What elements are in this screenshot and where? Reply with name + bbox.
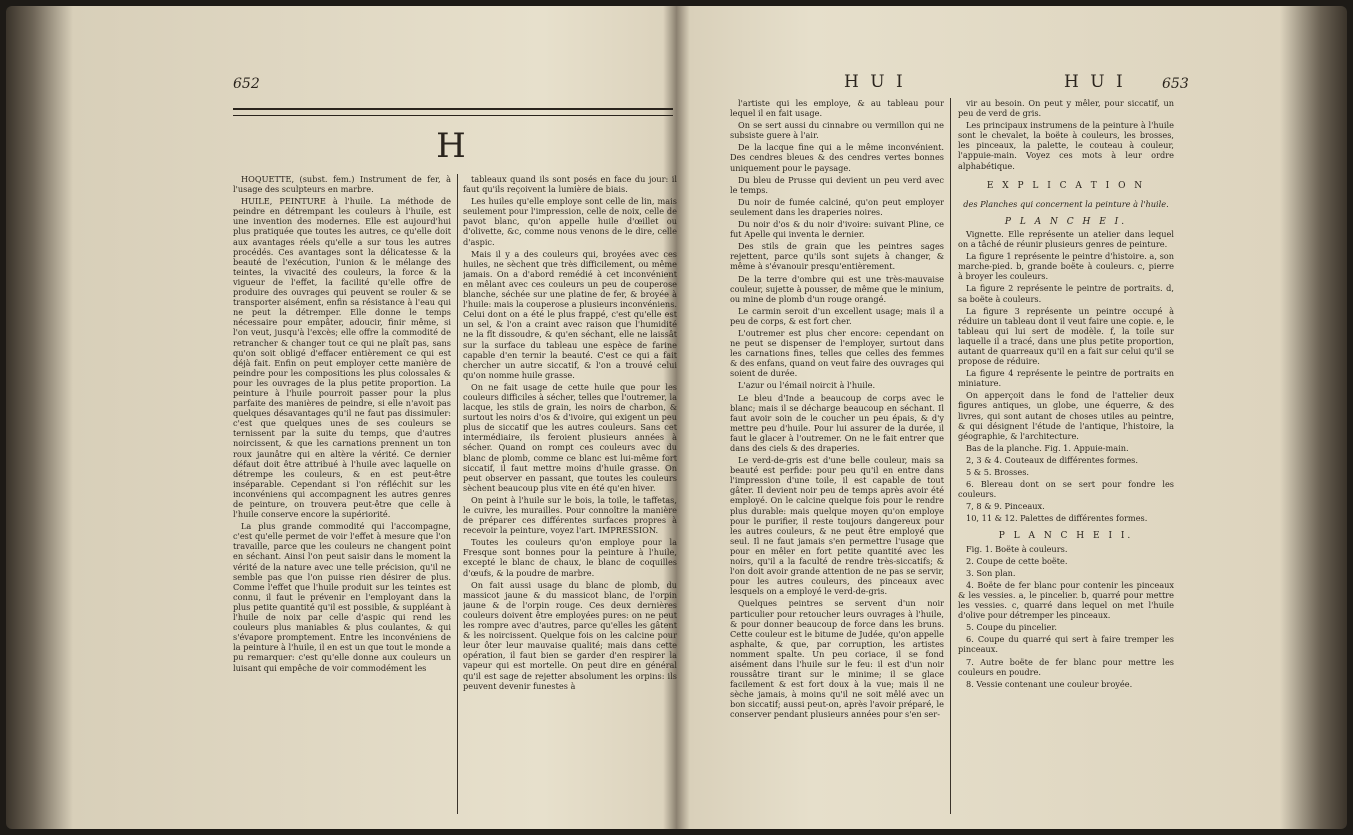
- paragraph: Vignette. Elle représente un atelier dans lequel on a tâché de réunir plusieurs genres de peinture.: [958, 228, 1174, 250]
- right-column-2: [958, 98, 1174, 814]
- paragraph: Le verd-de-gris est d'une belle couleur, mais sa beauté est perfide: pour peu qu'il en entre dans l'impression d'une toile, il est capable de tout gâter. Il devient noir peu de temps après avoir été employé. On le calcine quelque fois pour le rendre plus durable: mais quelque moyen qu'on employe pour le purifier, il reste toujours dangereux pour les autres couleurs, & ne peut être employé que seul. Il ne faut jamais s'en permettre l'usage que pour en mêler en fort petite quantité avec les noirs, qu'il a la faculté de rendre très-siccatifs; & l'on doit avoir grande attention de ne pas se servir, pour les autres couleurs, des pinceaux avec lesquels on a employé le verd-de-gris.: [730, 455, 944, 597]
- paragraph: 4. Boëte de fer blanc pour contenir les pinceaux & les vessies. a, le pincelier. b, quarré pour mettre les vessies. c, quarré dans lequel on met l'huile d'olive pour détremper les pinceaux.: [958, 579, 1174, 621]
- paragraph: On se sert aussi du cinnabre ou vermillon qui ne subsiste guere à l'air.: [730, 120, 944, 141]
- paragraph: vir au besoin. On peut y mêler, pour siccatif, un peu de verd de gris.: [958, 98, 1174, 119]
- paragraph: La plus grande commodité qui l'accompagne, c'est qu'elle permet de voir l'effet à mesure que l'on travaille, parce que les couleurs ne changent point en séchant. Ainsi l'on peut saisir dans le moment la vérité de la nature avec une telle précision, qu'il ne semble pas que l'on puisse rien désirer de plus. Comme l'effet que l'huile produit sur les teintes est connu, il faut le prévenir en l'employant dans la plus petite quantité qu'il est possible, & suppléant à l'huile de noix par celle d'aspic qui rend les couleurs plus maniables & plus coulantes, & qui s'évapore promptement. Entre les inconvéniens de la peinture à l'huile, il en est un que tout le monde a pu remarquer: c'est qu'elle donne aux couleurs un luisant qui empêche de voir commodément les: [233, 521, 451, 673]
- paragraph: On peint à l'huile sur le bois, la toile, le taffetas, le cuivre, les murailles. Pour connoître la manière de préparer ces différentes surfaces propres à recevoir la peinture, voyez l'art. IMPRESSION.: [463, 494, 677, 536]
- paragraph: On ne fait usage de cette huile que pour les couleurs difficiles à sécher, telles que l'outremer, la lacque, les stils de grain, les noirs de charbon, & surtout les noirs d'os & d'ivoire, qui exigent un peu plus de siccatif que les autres couleurs. Sans cet intermédiaire, ils feroient plusieurs années à sécher. Quand on rompt ces couleurs avec du blanc de plomb, comme ce blanc est lui-même fort siccatif, il faut mettre moins d'huile grasse. On peut observer en passant, que toutes les couleurs sèchent beaucoup plus vite en été qu'en hiver.: [463, 381, 677, 493]
- page-number-left: 652: [233, 76, 260, 92]
- paragraph: De la lacque fine qui a le même inconvénient. Des cendres bleues & des cendres vertes bonnes uniquement pour le paysage.: [730, 142, 944, 173]
- paragraph: Toutes les couleurs qu'on employe pour la Fresque sont bonnes pour la peinture à l'huile, excepté le blanc de chaux, le blanc de coquilles d'œufs, & la poudre de marbre.: [463, 537, 677, 578]
- column-divider: [950, 98, 951, 814]
- open-book: [6, 6, 1347, 829]
- paragraph: La figure 4 représente le peintre de portraits en miniature.: [958, 368, 1174, 389]
- paragraph: tableaux quand ils sont posés en face du jour: il faut qu'ils reçoivent la lumière de biais.: [463, 174, 677, 195]
- paragraph: L'outremer est plus cher encore: cependant on ne peut se dispenser de l'employer, surtout dans les carnations fines, telles que celles des femmes & des enfans, quand on veut faire des ouvrages qui soient de durée.: [730, 327, 944, 379]
- header-rule: [233, 108, 673, 116]
- column-divider: [457, 174, 458, 814]
- paragraph: La figure 2 représente le peintre de portraits. d, sa boëte à couleurs.: [958, 283, 1174, 304]
- paragraph: Du noir de fumée calciné, qu'on peut employer seulement dans les draperies noires.: [730, 196, 944, 217]
- right-page: [726, 46, 1189, 821]
- paragraph: 5. Coupe du pincelier.: [966, 622, 1057, 633]
- left-column-2: [463, 174, 677, 814]
- right-column-2-intro: [958, 98, 1174, 171]
- paragraph: Mais il y a des couleurs qui, broyées avec ces huiles, ne sèchent que très difficilement, ou même jamais. On a d'abord remédié à cet inconvénient en mêlant avec ces couleurs un peu de couperose blanche, séchée sur une platine de fer, & broyée à l'huile: mais la couperose a plusieurs inconvéniens. Celui dont on a été le plus frappé, c'est qu'elle est un sel, & l'on a craint avec raison que l'humidité ne la fît dissoudre, & qu'en séchant, elle ne laissât sur la surface du tableau une espèce de farine capable d'en ternir la beauté. C'est ce qui a fait chercher un autre siccatif, & l'on a trouvé celui qu'on nomme huile grasse.: [463, 248, 677, 380]
- paragraph: 6. Coupe du quarré qui sert à faire tremper les pinceaux.: [958, 634, 1174, 655]
- paragraph: Le bleu d'Inde a beaucoup de corps avec le blanc; mais il se décharge beaucoup en séchant. Il faut avoir soin de le coucher un peu épais, & d'y mettre peu d'huile. Pour lui assurer de la durée, il faut le glacer à l'outremer. On ne le fait entrer que dans des ciels & des draperies.: [730, 392, 944, 453]
- page-number-right: 653: [1162, 76, 1189, 92]
- paragraph: l'artiste qui les employe, & au tableau pour lequel il en fait usage.: [730, 98, 944, 119]
- paragraph: 2, 3 & 4. Couteaux de différentes formes.: [966, 454, 1138, 465]
- paragraph: Du noir d'os & du noir d'ivoire: suivant Pline, ce fut Apelle qui inventa le dernier.: [730, 219, 944, 240]
- planche-1-legend: [958, 229, 1174, 524]
- explication-title: E X P L I C A T I O N: [986, 180, 1146, 191]
- paragraph: 5 & 5. Brosses.: [966, 467, 1030, 477]
- paragraph: HOQUETTE, (subst. fem.) Instrument de fer, à l'usage des sculpteurs en marbre.: [233, 174, 451, 195]
- paragraph: Bas de la planche. Fig. 1. Appuie-main.: [966, 442, 1129, 453]
- running-head-right: H U I: [1064, 72, 1126, 92]
- paragraph: 7. Autre boëte de fer blanc pour mettre les couleurs en poudre.: [958, 656, 1174, 677]
- paragraph: On fait aussi usage du blanc de plomb, du massicot jaune & du massicot blanc, de l'orpin jaune & de l'orpin rouge. Ces deux dernières couleurs doivent être employées pures: on ne peut les rompre avec d'autres, parce qu'elles les gâtent & les noircissent. Quelque fois on les calcine pour leur ôter leur mauvaise qualité; mais dans cette opération, il faut bien se garder d'en respirer la vapeur qui est mortelle. On peut dire en général qu'il est sage de rejetter absolument les orpins: ils peuvent devenir funestes à: [463, 579, 677, 691]
- paragraph: La figure 1 représente le peintre d'histoire. a, son marche-pied. b, grande boëte à couleurs. c, pierre à broyer les couleurs.: [958, 251, 1174, 282]
- paragraph: Les principaux instrumens de la peinture à l'huile sont le chevalet, la boëte à couleurs, les brosses, les pinceaux, la palette, le couteau à couleur, l'appuie-main. Voyez ces mots à leur ordre alphabétique.: [958, 120, 1174, 171]
- planche-1-title: P L A N C H E I.: [1004, 216, 1128, 227]
- paragraph: 3. Son plan.: [966, 567, 1016, 578]
- paragraph: De la terre d'ombre qui est une très-mauvaise couleur, sujette à pousser, de même que le minium, ou mine de plomb d'un rouge orangé.: [730, 273, 944, 304]
- right-column-1: [730, 98, 944, 814]
- paragraph: 10, 11 & 12. Palettes de différentes formes.: [966, 513, 1148, 524]
- paragraph: On apperçoit dans le fond de l'attelier deux figures antiques, un globe, une équerre, & des livres, qui sont autant de choses utiles au peintre, & qui désignent l'étude de l'antique, l'histoire, la géographie, & l'architecture.: [958, 390, 1174, 441]
- running-head-left: H U I: [844, 72, 906, 92]
- paragraph: L'azur ou l'émail noircit à l'huile.: [738, 380, 876, 391]
- paragraph: La figure 3 représente un peintre occupé à réduire un tableau dont il veut faire une copie. e, le tableau qui lui sert de modèle. f, la toile sur laquelle il a tracé, dans une plus petite proportion, autant de quarreaux qu'il en a fait sur celui qu'il se propose de réduire.: [958, 305, 1174, 367]
- paragraph: Du bleu de Prusse qui devient un peu verd avec le temps.: [730, 174, 944, 195]
- explication-subtitle: des Planches qui concernent la peinture à l'huile.: [963, 198, 1169, 209]
- paragraph: 8. Vessie contenant une couleur broyée.: [966, 678, 1133, 689]
- planche-2-title: P L A N C H E I I.: [998, 531, 1134, 542]
- paragraph: 6. Blereau dont on se sert pour fondre les couleurs.: [958, 479, 1174, 500]
- section-letter: H: [436, 126, 466, 166]
- paragraph: Quelques peintres se servent d'un noir particulier pour retoucher leurs ouvrages à l'huile, & pour donner beaucoup de force dans les bruns. Cette couleur est le bitume de Judée, qu'on appelle asphalte, & que, par corruption, les artistes nomment spalte. Un peu coriace, il se fond aisément dans l'huile sur le feu: il est d'un noir roussâtre tirant sur le minime; il se glace facilement & est fort doux à la vue; mais il ne sèche jamais, à moins qu'il ne soit mêlé avec un bon siccatif; aussi peut-on, après l'avoir préparé, le conserver pendant plusieurs années pour s'en ser-: [730, 598, 944, 720]
- left-column-1: [233, 174, 451, 814]
- paragraph: 7, 8 & 9. Pinceaux.: [966, 501, 1045, 512]
- paragraph: Des stils de grain que les peintres sages rejettent, parce qu'ils sont sujets à changer, & même à s'évanouir presqu'entièrement.: [730, 241, 944, 272]
- planche-2-legend: [958, 544, 1174, 689]
- paragraph: Fig. 1. Boëte à couleurs.: [966, 543, 1068, 554]
- paragraph: 2. Coupe de cette boëte.: [966, 555, 1068, 566]
- paragraph: Les huiles qu'elle employe sont celle de lin, mais seulement pour l'impression, celle de noix, celle de pavot blanc, qu'on appelle huile d'œillet ou d'olivette, &c, comme nous venons de le dire, celle d'aspic.: [463, 196, 677, 247]
- paragraph: HUILE, PEINTURE à l'huile. La méthode de peindre en détrempant les couleurs à l'huile, est une invention des modernes. Elle est aujourd'hui plus pratiquée que toutes les autres, ce qu'elle doit aux avantages réels qu'elle a sur tous les autres procédés. Ces avantages sont la délicatesse & la beauté de l'exécution, l'union & le mélange des teintes, la vivacité des couleurs, la force & la vigueur de l'effet, la facilité qu'elle offre de produire des ouvrages qui peuvent se rouler & se transporter aisément, enfin sa résistance à l'eau qui ne peut la détremper. Elle donne le temps nécessaire pour empâter, adoucir, finir même, si l'on veut, jusqu'à l'excès; elle offre la commodité de retrancher & changer tout ce qui ne plaît pas, sans qu'on soit obligé d'effacer entièrement ce qui est déjà fait. Enfin on peut employer cette manière de peindre pour les compositions les plus colossales & pour les ouvrages de la plus petite proportion. La peinture à l'huile pourroit passer pour la plus parfaite des manières de peindre, si elle n'avoit pas quelques désavantages qu'il ne faut pas dissimuler: c'est que quelques unes de ses couleurs se ternissent par la suite du temps, que d'autres noircissent, & que les carnations prennent un ton roux jaunâtre qui en altère la vérité. Ce dernier défaut doit être attribué à l'huile avec laquelle on détrempe les couleurs, & en est peut-être inséparable. Cependant si l'on réfléchit sur les inconvéniens qui accompagnent les autres genres de peinture, on trouvera peut-être que celle à l'huile conserve encore la supériorité.: [233, 196, 451, 520]
- paragraph: Le carmin seroit d'un excellent usage; mais il a peu de corps, & est fort cher.: [730, 305, 944, 326]
- left-page: [211, 46, 677, 821]
